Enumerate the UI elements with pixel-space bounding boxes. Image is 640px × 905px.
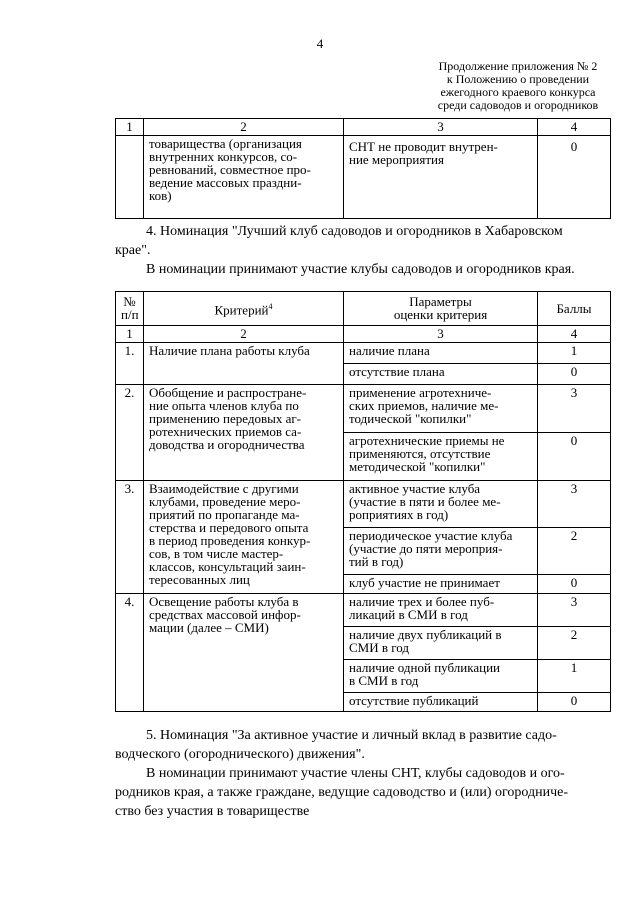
num-cell: 3. [116, 481, 144, 594]
cell-line: наличие одной публикации [349, 660, 500, 675]
cell-line: доводства и огородничества [149, 437, 305, 452]
appendix-heading [430, 60, 606, 112]
num-cell: 2. [116, 385, 144, 481]
appendix-line: среди садоводов и огородников [437, 98, 599, 112]
cell-line: Обобщение и распростране- [149, 385, 307, 400]
score-cell: 0 [538, 693, 611, 712]
header-line: № [123, 294, 136, 309]
col-number: 2 [144, 326, 344, 343]
cell-line: приятий по пропаганде ма- [149, 507, 300, 522]
cell-line: в период проведения конкур- [149, 533, 311, 548]
cell-line: тодической "копилки" [349, 411, 472, 426]
score-cell: 3 [538, 385, 611, 433]
cell-line: Взаимодействие с другими [149, 481, 299, 496]
col-number: 2 [144, 119, 344, 136]
table-colnum-row [116, 326, 611, 343]
score-cell: 0 [538, 136, 611, 219]
param-cell [344, 575, 538, 594]
section4-participants: В номинации принимают участие клубы садоводов и огородников края. [146, 262, 575, 277]
cell-line: ских приемов, наличие ме- [349, 398, 499, 413]
table-row [116, 594, 611, 627]
section5-line: родников края, а также граждане, ведущие садоводство и (или) огородниче- [115, 785, 569, 800]
col-number: 3 [344, 119, 538, 136]
section5-line: В номинации принимают участие члены СНТ, клубы садоводов и ого- [146, 766, 565, 781]
cell-line: Наличие плана работы клуба [149, 343, 310, 358]
score-cell: 3 [538, 481, 611, 528]
cell-line: наличие плана [349, 343, 430, 358]
score-cell: 2 [538, 528, 611, 575]
param-cell [344, 385, 538, 433]
num-cell [116, 136, 144, 219]
section5-line: ство без участия в товариществе [115, 804, 310, 819]
table-header-row [116, 119, 611, 136]
section4-title-line: крае". [115, 243, 151, 258]
table-row [116, 481, 611, 528]
cell-line: клуб участие не принимает [349, 575, 500, 590]
criterion-cell [144, 594, 344, 712]
cell-line: средствах массовой инфор- [149, 607, 301, 622]
score-cell: 1 [538, 343, 611, 364]
cell-line: (участие до пяти мероприя- [349, 541, 503, 556]
cell-line: Освещение работы клуба в [149, 594, 299, 609]
param-cell [344, 433, 538, 481]
cell-line: в СМИ в год [349, 673, 419, 688]
params-header [344, 292, 538, 326]
appendix-line: Продолжение приложения № 2 [438, 59, 598, 73]
score-header: Баллы [538, 292, 611, 326]
cell-line: ликаций в СМИ в год [349, 607, 468, 622]
score-cell: 3 [538, 594, 611, 627]
table-row [116, 385, 611, 433]
table-row [116, 343, 611, 364]
score-cell: 0 [538, 575, 611, 594]
cell-line: клубами, проведение меро- [149, 494, 301, 509]
cell-line: агротехнические приемы не [349, 433, 505, 448]
criterion-cell [144, 385, 344, 481]
header-text: Критерий [214, 302, 269, 318]
col-number: 4 [538, 119, 611, 136]
cell-line: стерства и передового опыта [149, 520, 309, 535]
header-line: Параметры [409, 294, 472, 309]
cell-line: мации (далее – СМИ) [149, 620, 269, 635]
cell-line: ние опыта членов клуба по [149, 398, 299, 413]
cell-line: наличие двух публикаций в [349, 627, 502, 642]
cell-line: ведение массовых праздни- [149, 175, 302, 190]
num-header [116, 292, 144, 326]
param-cell [344, 594, 538, 627]
param-cell [344, 660, 538, 693]
col-number: 4 [538, 326, 611, 343]
section5-line: 5. Номинация "За активное участие и личный вклад в развитие садо- [146, 728, 557, 743]
table-row [116, 136, 611, 219]
cell-line: сов, в том числе мастер- [149, 546, 284, 561]
cell-line: ков) [149, 188, 172, 203]
param-cell [344, 136, 538, 219]
footnote-mark: 4 [268, 301, 273, 311]
header-line: п/п [121, 307, 139, 322]
cell-line: применение агротехниче- [349, 385, 492, 400]
score-cell: 0 [538, 433, 611, 481]
cell-line: тий в год) [349, 554, 404, 569]
criterion-cell [144, 481, 344, 594]
cell-line: отсутствие плана [349, 364, 445, 379]
col-number: 1 [116, 119, 144, 136]
criterion-cell [144, 343, 344, 385]
col-number: 3 [344, 326, 538, 343]
num-cell: 1. [116, 343, 144, 385]
section5-line: водческого (огороднического) движения". [115, 747, 365, 762]
cell-line: ротехнических приемов са- [149, 424, 302, 439]
section4-title-line: 4. Номинация "Лучший клуб садоводов и огородников в Хабаровском [146, 224, 563, 239]
page-number: 4 [316, 36, 324, 51]
cell-line: СНТ не проводит внутрен- [349, 139, 498, 154]
cell-line: периодическое участие клуба [349, 528, 513, 543]
param-cell [344, 693, 538, 712]
param-cell [344, 528, 538, 575]
cell-line: наличие трех и более пуб- [349, 594, 495, 609]
param-cell [344, 481, 538, 528]
cell-line: роприятиях в год) [349, 507, 449, 522]
cell-line: внутренних конкурсов, со- [149, 149, 298, 164]
cell-line: отсутствие публикаций [349, 693, 479, 708]
cell-line: СМИ в год [349, 640, 410, 655]
cell-line: применяются, отсутствие [349, 446, 491, 461]
param-cell [344, 364, 538, 385]
continuation-table [115, 118, 611, 219]
header-line: оценки критерия [393, 307, 488, 322]
col-number: 1 [116, 326, 144, 343]
appendix-line: к Положению о проведении [446, 72, 590, 86]
cell-line: ревнований, совместное про- [149, 162, 311, 177]
criterion-cell [144, 136, 344, 219]
appendix-line: ежегодного краевого конкурса [440, 85, 596, 99]
table-header-row [116, 292, 611, 326]
score-cell: 1 [538, 660, 611, 693]
cell-line: (участие в пяти и более ме- [349, 494, 501, 509]
param-cell [344, 627, 538, 660]
cell-line: активное участие клуба [349, 481, 481, 496]
num-cell: 4. [116, 594, 144, 712]
cell-line: классов, консультаций заин- [149, 559, 306, 574]
param-cell [344, 343, 538, 364]
criterion-header [144, 292, 344, 326]
cell-line: тересованных лиц [149, 572, 250, 587]
criteria-table [115, 291, 611, 712]
cell-line: методической "копилки" [349, 459, 486, 474]
score-cell: 2 [538, 627, 611, 660]
cell-line: ние мероприятия [349, 152, 444, 167]
score-cell: 0 [538, 364, 611, 385]
cell-line: применению передовых аг- [149, 411, 302, 426]
cell-line: товарищества (организация [149, 136, 302, 151]
